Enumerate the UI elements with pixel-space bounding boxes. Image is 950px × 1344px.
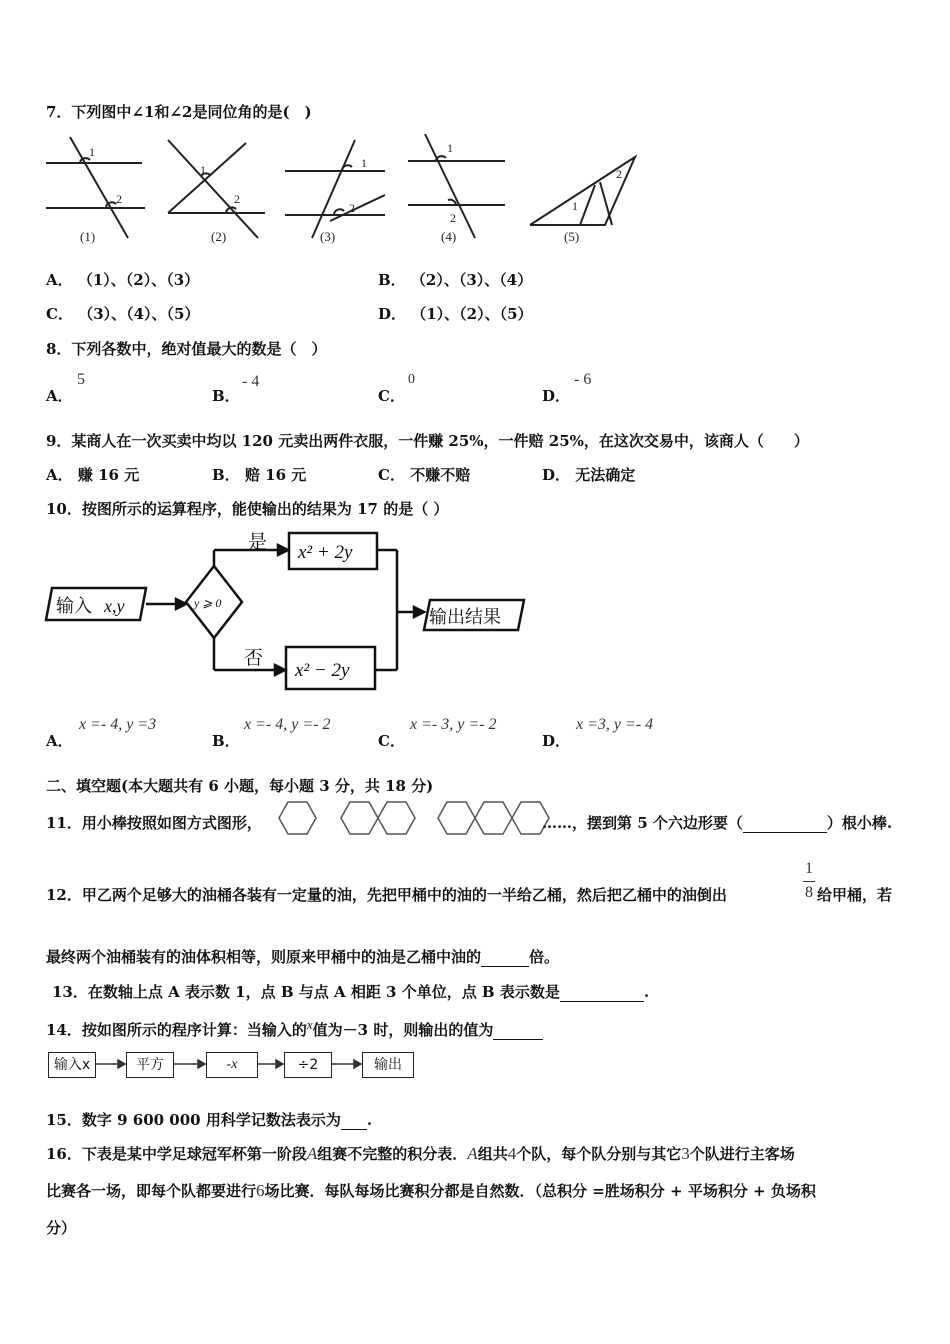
q12-fraction-denominator: 8: [805, 884, 813, 901]
q15-text: 15．数字 9 600 000 用科学记数法表示为 .: [46, 1111, 373, 1129]
q10-option-c-value: x =- 3, y =- 2: [410, 716, 497, 733]
q7-fig4-angle1: 1: [447, 141, 453, 155]
q7-option-c: C． （3）、（4）、（5）: [46, 305, 200, 323]
q11-answer-blank[interactable]: [743, 818, 827, 833]
q7-fig-label-3: (3): [320, 229, 336, 244]
q10-flow-condition: y ⩾ 0: [194, 596, 222, 610]
q10-flow-input: 输入: [56, 596, 92, 616]
q7-fig4-angle2: 2: [450, 211, 456, 225]
q14-answer-blank[interactable]: [493, 1025, 543, 1040]
q16-line3: 分）: [46, 1219, 77, 1237]
q14-flow-input: 输入x: [48, 1052, 96, 1078]
q10-flow-no-expr: x² − 2y: [295, 660, 350, 681]
q8-option-a-letter: A．: [46, 387, 73, 405]
q10-flow-input-vars: x,y: [104, 596, 125, 616]
q13-answer-blank[interactable]: [560, 987, 644, 1002]
q7-fig-label-4: (4): [441, 229, 457, 244]
q8-option-d-letter: D．: [542, 387, 571, 405]
q11-suffix: ……，摆到第 5 个六边形要（ ）根小棒.: [542, 814, 893, 832]
q10-option-d-letter: D．: [542, 732, 571, 750]
q11-prefix: 11．用小棒按照如图方式图形，: [46, 814, 262, 832]
q7-fig5-angle2: 2: [616, 167, 622, 181]
q7-option-a: A． （1）、（2）、（3）: [46, 271, 200, 289]
q10-option-b-value: x =- 4, y =- 2: [244, 716, 331, 733]
q8-stem: 8．下列各数中，绝对值最大的数是（ ）: [46, 340, 327, 358]
q14-flow-arrows: [0, 1050, 950, 1080]
q10-flow-no: 否: [244, 648, 264, 669]
q7-fig-label-1: (1): [80, 229, 96, 244]
q14-flow-divide: ÷2: [284, 1052, 332, 1078]
q7-figures: [0, 0, 950, 260]
q10-option-d-value: x =3, y =- 4: [576, 716, 654, 733]
q12-line2: 最终两个油桶装有的油体积相等，则原来甲桶中的油是乙桶中油的 倍。: [46, 948, 560, 966]
q12-line1-b: 给甲桶，若: [817, 886, 893, 904]
q7-option-d: D． （1）、（2）、（5）: [378, 305, 533, 323]
q9-stem: 9．某商人在一次买卖中均以 120 元卖出两件衣服，一件赚 25%，一件赔 25%，在这次交易中，该商人（ ）: [46, 432, 809, 450]
q16-line2: 比赛各一场，即每个队都要进行6场比赛．每队每场比赛积分都是自然数．（总积分 =胜场积分 + 平场积分 + 负场积: [46, 1181, 816, 1200]
q9-option-b: B． 赔 16 元: [212, 466, 307, 484]
q7-option-b: B． （2）、（3）、（4）: [378, 271, 533, 289]
q12-answer-blank[interactable]: [481, 952, 529, 967]
q9-option-d: D． 无法确定: [542, 466, 636, 484]
q10-stem: 10．按图所示的运算程序，能使输出的结果为 17 的是（ ）: [46, 500, 449, 518]
q7-fig-label-5: (5): [564, 229, 580, 244]
q7-fig3-angle1: 1: [361, 156, 367, 170]
q14-flow-negate: -x: [206, 1052, 258, 1078]
q8-option-b-letter: B．: [212, 387, 240, 405]
q8-option-c-letter: C．: [378, 387, 405, 405]
q12-fraction-numerator: 1: [805, 860, 813, 877]
q10-flowchart: [0, 520, 950, 720]
q7-stem: 7．下列图中∠1和∠2是同位角的是( ): [46, 103, 312, 121]
q10-flow-yes-expr: x² + 2y: [298, 542, 353, 563]
q7-fig3-angle2: 2: [349, 201, 355, 215]
q10-flow-yes: 是: [248, 532, 268, 553]
q10-flow-output: 输出结果: [429, 607, 501, 627]
q8-option-a-value: 5: [77, 371, 85, 388]
q7-fig2-angle2: 2: [234, 192, 240, 206]
q15-answer-blank[interactable]: [341, 1115, 367, 1130]
q8-option-d-value: - 6: [574, 371, 592, 388]
q10-option-a-value: x =- 4, y =3: [79, 716, 157, 733]
q14-text: 14．按如图所示的程序计算：当输入的x值为－3 时，则输出的值为: [46, 1015, 543, 1040]
q7-fig-label-2: (2): [211, 229, 227, 244]
q14-flow-square: 平方: [126, 1052, 174, 1078]
q13-text: 13．在数轴上点 A 表示数 1，点 B 与点 A 相距 3 个单位，点 B 表示数是 .: [52, 983, 650, 1001]
section2-heading: 二、填空题(本大题共有 6 小题，每小题 3 分，共 18 分): [46, 777, 434, 795]
q14-flow-output: 输出: [362, 1052, 414, 1078]
q12-fraction-bar: [803, 881, 815, 882]
q8-option-b-value: - 4: [242, 373, 260, 390]
q8-option-c-value: 0: [408, 372, 415, 387]
q7-fig1-angle1: 1: [89, 145, 95, 159]
q7-fig1-angle2: 2: [116, 192, 122, 206]
q10-option-c-letter: C．: [378, 732, 405, 750]
q12-line1-a: 12．甲乙两个足够大的油桶各装有一定量的油，先把甲桶中的油的一半给乙桶，然后把乙桶中的油倒出: [46, 886, 727, 904]
q10-option-b-letter: B．: [212, 732, 240, 750]
q7-fig2-angle1: 1: [200, 163, 206, 177]
q9-option-a: A． 赚 16 元: [46, 466, 140, 484]
q9-option-c: C． 不赚不赔: [378, 466, 471, 484]
q16-line1: 16．下表是某中学足球冠军杯第一阶段A组赛不完整的积分表．A组共4个队，每个队分别与其它3个队进行主客场: [46, 1144, 795, 1163]
q10-option-a-letter: A．: [46, 732, 73, 750]
q14-variable: x: [306, 1017, 313, 1032]
q7-fig5-angle1: 1: [572, 199, 578, 213]
